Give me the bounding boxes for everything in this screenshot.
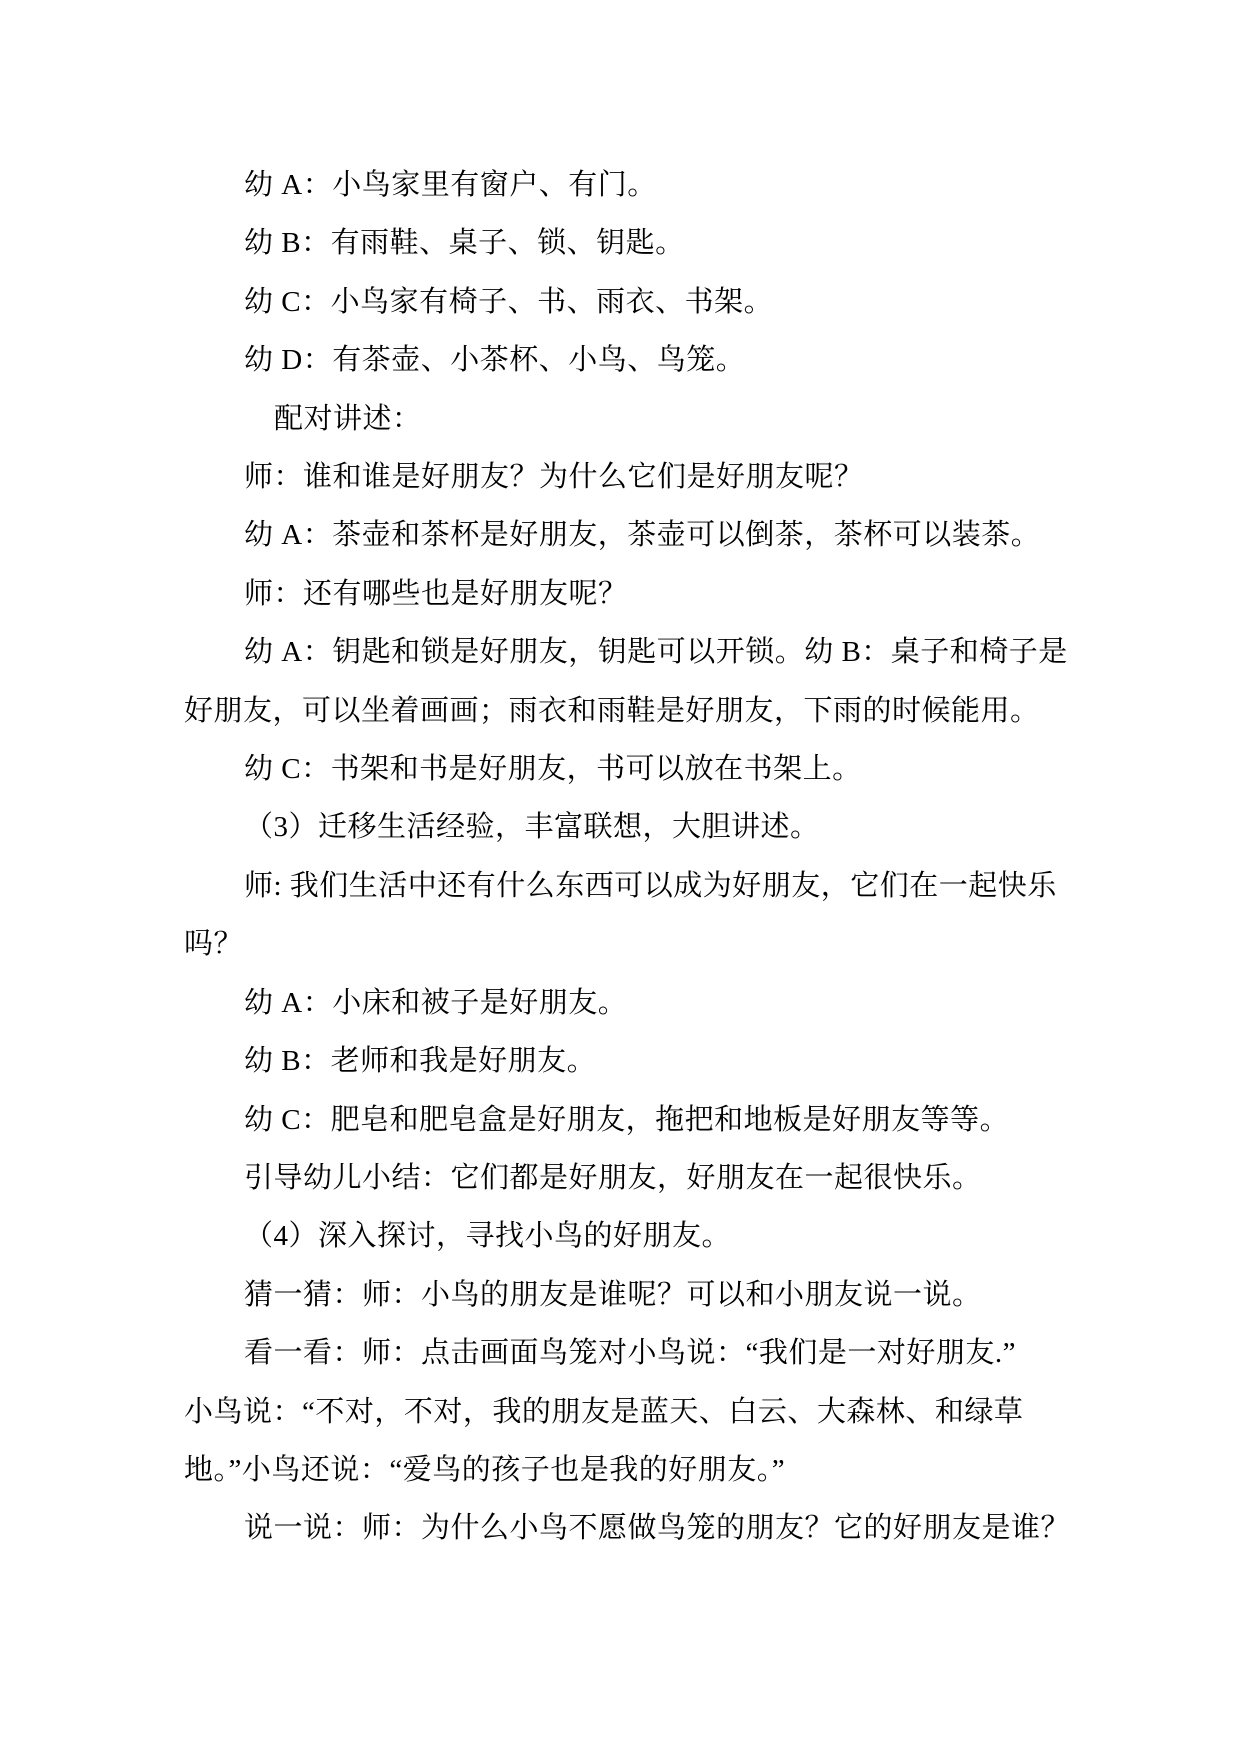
text-line: 幼 D：有茶壶、小茶杯、小鸟、鸟笼。 (244, 344, 746, 377)
text-line: 幼 C：肥皂和肥皂盒是好朋友，拖把和地板是好朋友等等。 (244, 1103, 1010, 1136)
text-line: 引导幼儿小结：它们都是好朋友，好朋友在一起很快乐。 (244, 1161, 982, 1194)
text-line: 幼 A：小床和被子是好朋友。 (244, 986, 628, 1019)
text-line: 幼 A：茶壶和茶杯是好朋友，茶壶可以倒茶，茶杯可以装茶。 (244, 519, 1041, 552)
text-line: （4）深入探讨，寻找小鸟的好朋友。 (244, 1220, 732, 1253)
document-page (184, 156, 1070, 1558)
text-line: 幼 A：钥匙和锁是好朋友，钥匙可以开锁。幼 B：桌子和椅子是 (244, 636, 1068, 669)
text-line: 说一说：师：为什么小鸟不愿做鸟笼的朋友？它的好朋友是谁？ (244, 1512, 1071, 1545)
text-line: 地。”小鸟还说：“爱鸟的孩子也是我的好朋友。” (184, 1453, 786, 1486)
text-line: 吗？ (184, 928, 244, 961)
text-line: 配对讲述： (274, 402, 422, 435)
text-line: 好朋友，可以坐着画画；雨衣和雨鞋是好朋友，下雨的时候能用。 (184, 694, 1040, 727)
text-line: 幼 C：书架和书是好朋友，书可以放在书架上。 (244, 753, 862, 786)
text-line: 看一看：师：点击画面鸟笼对小鸟说：“我们是一对好朋友.” (244, 1337, 1016, 1370)
text-line: 幼 B：老师和我是好朋友。 (244, 1045, 597, 1078)
text-line: 幼 C：小鸟家有椅子、书、雨衣、书架。 (244, 285, 774, 318)
text-line: 幼 B：有雨鞋、桌子、锁、钥匙。 (244, 227, 685, 260)
text-line: 师：还有哪些也是好朋友呢？ (244, 577, 628, 610)
text-line: 师：谁和谁是好朋友？为什么它们是好朋友呢？ (244, 461, 864, 494)
text-line: 师: 我们生活中还有什么东西可以成为好朋友，它们在一起快乐 (244, 869, 1057, 902)
text-line: 小鸟说：“不对，不对，我的朋友是蓝天、白云、大森林、和绿草 (184, 1395, 1024, 1428)
text-line: 幼 A：小鸟家里有窗户、有门。 (244, 169, 657, 201)
text-line: （3）迁移生活经验，丰富联想，大胆讲述。 (244, 811, 820, 844)
text-line: 猜一猜：师：小鸟的朋友是谁呢？可以和小朋友说一说。 (244, 1278, 982, 1311)
